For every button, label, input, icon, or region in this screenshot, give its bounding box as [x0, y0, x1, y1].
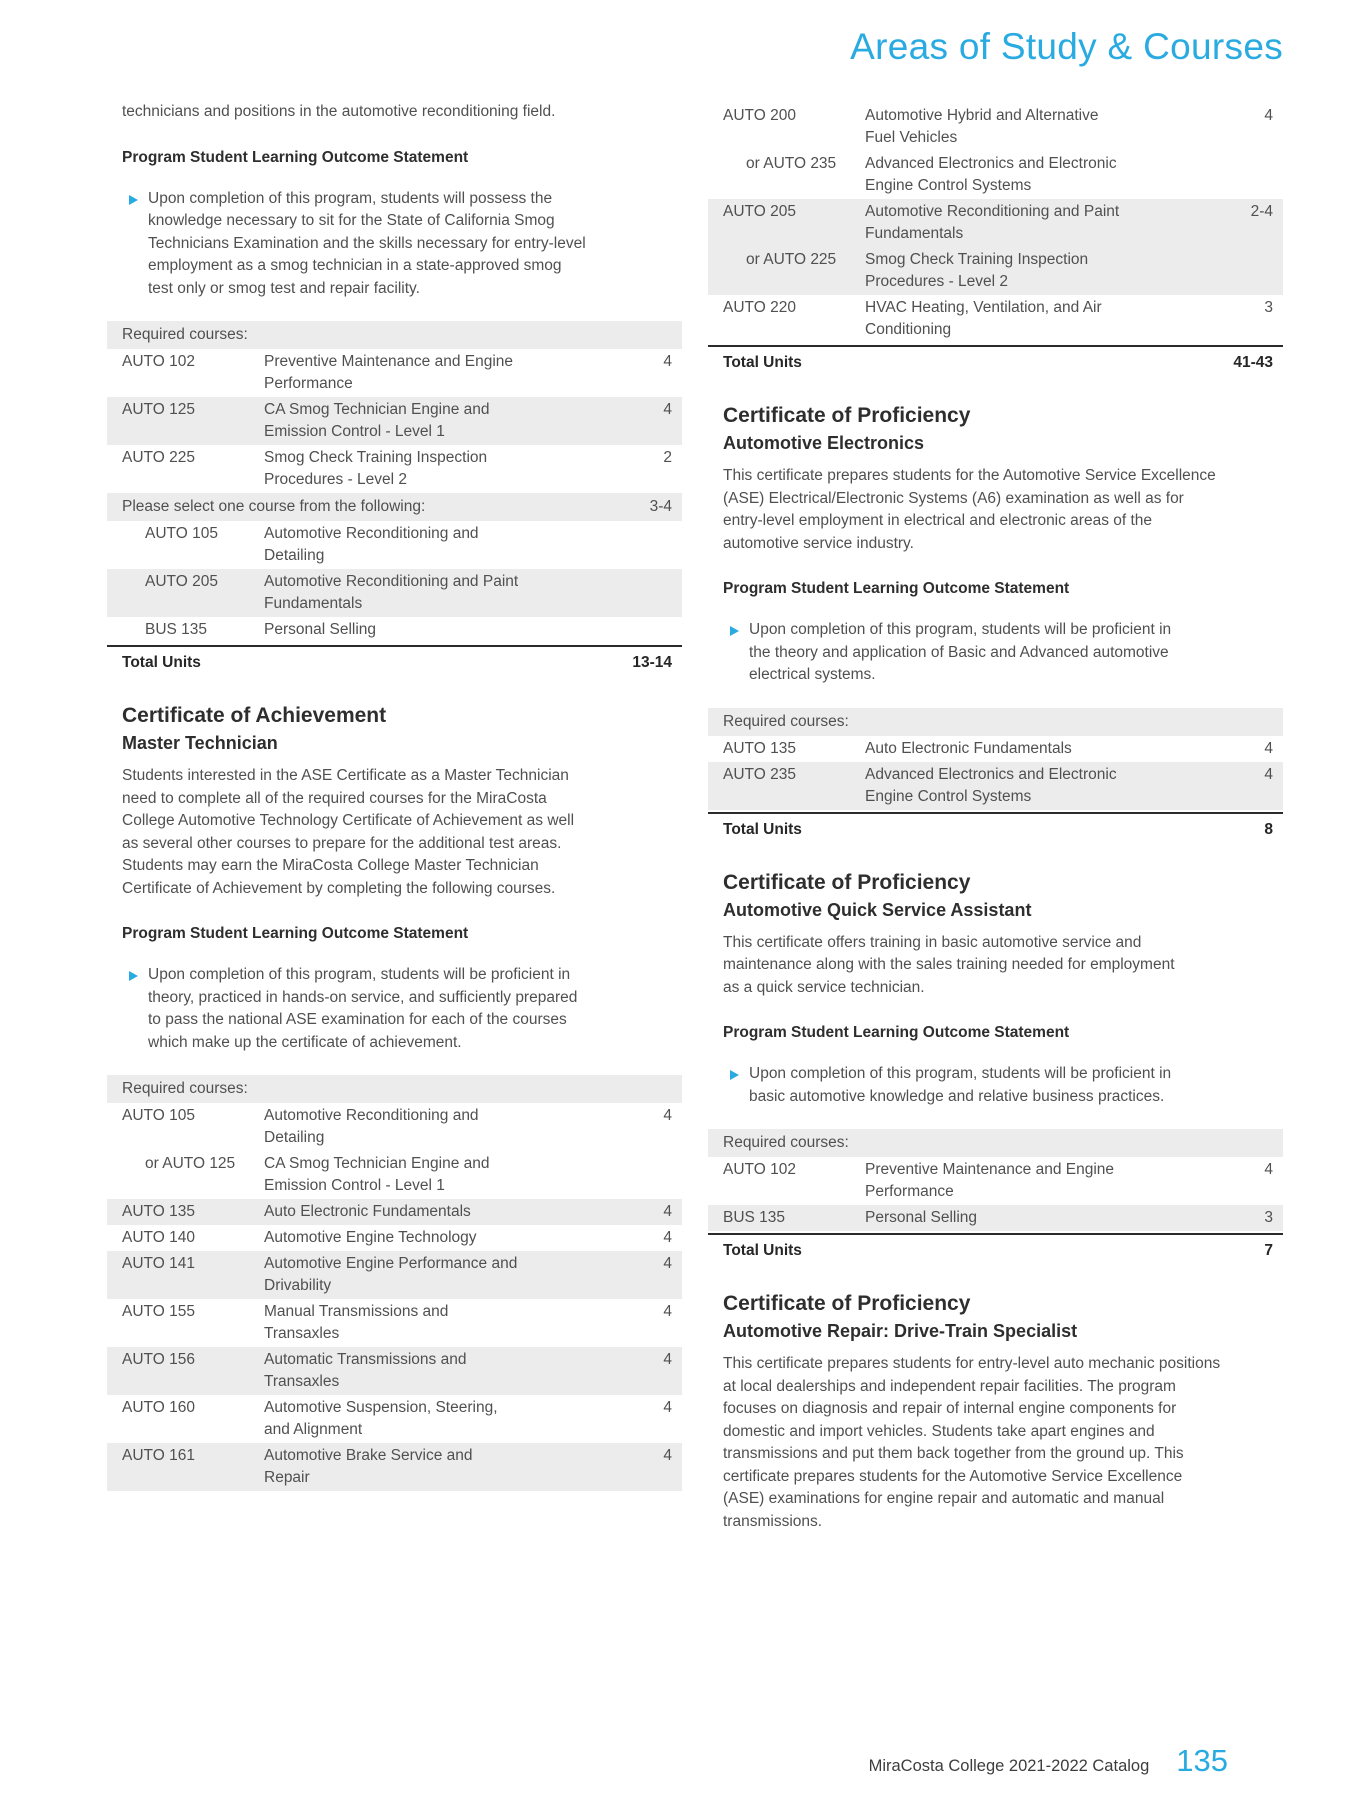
- course-code: or AUTO 125: [145, 1155, 236, 1172]
- course-code: AUTO 105: [122, 1107, 195, 1124]
- total-units-row: [107, 645, 682, 677]
- course-code: AUTO 105: [145, 525, 218, 542]
- bullet-triangle-icon: [730, 626, 739, 636]
- page-number: 135: [1176, 1743, 1228, 1778]
- course-code: AUTO 141: [122, 1255, 195, 1272]
- bullet-text: Upon completion of this program, students will be proficient in the theory and application of Basic and Advanced automotive electrical systems.: [749, 621, 1172, 683]
- course-title: Advanced Electronics and Electronic Engine Control Systems: [865, 765, 1117, 805]
- total-units-label: Total Units: [723, 354, 802, 371]
- course-units: 4: [1264, 107, 1273, 124]
- course-title: Automotive Engine Technology: [264, 1229, 477, 1246]
- pslo-heading: Program Student Learning Outcome Statement: [122, 925, 469, 942]
- table-row: [708, 762, 1283, 810]
- certificate-name-heading: Automotive Quick Service Assistant: [723, 899, 1032, 920]
- course-units: 4: [1264, 765, 1273, 783]
- table-row: [107, 1299, 682, 1347]
- course-units: 4: [1264, 1161, 1273, 1178]
- bullet-triangle-icon: [129, 195, 138, 205]
- course-code: AUTO 140: [122, 1229, 195, 1246]
- footer-catalog-text: MiraCosta College 2021-2022 Catalog: [868, 1757, 1150, 1775]
- intro-paragraph: technicians and positions in the automotive reconditioning field.: [122, 103, 556, 120]
- course-title: HVAC Heating, Ventilation, and Air Conditioning: [865, 299, 1102, 338]
- course-code: AUTO 235: [723, 765, 796, 783]
- course-code: AUTO 135: [723, 739, 796, 757]
- course-units: 3: [1264, 299, 1273, 316]
- table-row: [708, 295, 1283, 343]
- certificate-name-heading: Automotive Repair: Drive-Train Specialist: [723, 1321, 1078, 1341]
- course-title: Automotive Brake Service and Repair: [264, 1447, 473, 1486]
- course-code: AUTO 125: [122, 401, 195, 418]
- table-row: [107, 569, 682, 617]
- course-units: 4: [663, 1351, 672, 1368]
- course-title: Preventive Maintenance and Engine Performance: [264, 353, 514, 392]
- table-row: [107, 617, 682, 643]
- course-units: 4: [1264, 739, 1273, 757]
- course-title: Auto Electronic Fundamentals: [865, 739, 1072, 757]
- course-title: Automotive Reconditioning and Detailing: [264, 1107, 479, 1146]
- table-row: [107, 1347, 682, 1395]
- course-title: Auto Electronic Fundamentals: [264, 1203, 471, 1220]
- pslo-heading: Program Student Learning Outcome Statement: [723, 580, 1070, 597]
- course-code: or AUTO 225: [746, 251, 837, 268]
- certificate-description: This certificate prepares students for the Automotive Service Excellence (ASE) Electrical/Electronic Systems (A6) examination as well as for entry-level employment in electrical and electronic areas of the automotive service industry.: [723, 467, 1216, 552]
- table-row: [107, 521, 682, 569]
- course-units: 4: [663, 353, 672, 370]
- course-units: 4: [663, 1447, 672, 1464]
- table-row: [708, 1157, 1283, 1205]
- pslo-bullet-item: [730, 1063, 1283, 1108]
- select-note-row: [107, 493, 682, 521]
- bullet-text: Upon completion of this program, students will be proficient in basic automotive knowledge and relative business practices.: [749, 1065, 1172, 1105]
- table-label-row: [708, 708, 1283, 736]
- total-units-label: Total Units: [723, 1242, 802, 1259]
- page-title: Areas of Study & Courses: [850, 26, 1283, 67]
- total-units-label: Total Units: [723, 820, 802, 838]
- total-units-value: 8: [1264, 820, 1273, 838]
- table-row: [107, 349, 682, 397]
- total-units-label: Total Units: [122, 654, 201, 671]
- table-row: [708, 736, 1283, 762]
- course-code: or AUTO 235: [746, 155, 837, 172]
- course-title: Personal Selling: [865, 1209, 978, 1226]
- table-row: [708, 151, 1283, 199]
- course-code: AUTO 102: [122, 353, 195, 370]
- select-units: 3-4: [649, 498, 672, 515]
- certificate-type-heading: Certificate of Proficiency: [723, 404, 971, 427]
- course-units: 2-4: [1250, 203, 1273, 220]
- left-column: [107, 101, 682, 1491]
- course-units: 4: [663, 401, 672, 418]
- course-code: AUTO 135: [122, 1203, 195, 1220]
- course-title: Smog Check Training Inspection Procedures - Level 2: [264, 449, 488, 488]
- pslo-bullet-item: [730, 619, 1283, 687]
- required-courses-label: Required courses:: [122, 326, 248, 343]
- table-row: [708, 103, 1283, 151]
- course-code: BUS 135: [723, 1209, 786, 1226]
- pslo-bullet-item: [129, 188, 682, 301]
- course-title: Automotive Reconditioning and Paint Fundamentals: [264, 573, 519, 612]
- course-title: Manual Transmissions and Transaxles: [264, 1303, 449, 1342]
- right-column: [708, 103, 1283, 1556]
- certificate-description: This certificate offers training in basic automotive service and maintenance along with the sales training needed for employment as a quick service technician.: [723, 933, 1175, 996]
- table-label-row: [107, 321, 682, 349]
- course-table-master-technician-continued: [708, 103, 1283, 377]
- course-title: CA Smog Technician Engine and Emission Control - Level 1: [264, 1155, 490, 1194]
- course-units: 4: [663, 1399, 672, 1416]
- total-units-value: 7: [1264, 1242, 1273, 1259]
- table-row: [107, 445, 682, 493]
- table-row: [107, 1225, 682, 1251]
- course-code: AUTO 225: [122, 449, 195, 466]
- course-code: BUS 135: [145, 621, 208, 638]
- required-courses-label: Required courses:: [723, 1134, 849, 1151]
- total-units-value: 41-43: [1233, 354, 1273, 371]
- select-note: Please select one course from the following:: [122, 498, 426, 515]
- total-units-value: 13-14: [632, 654, 672, 671]
- course-title: Automatic Transmissions and Transaxles: [264, 1351, 467, 1390]
- course-code: AUTO 102: [723, 1161, 796, 1178]
- course-title: Automotive Engine Performance and Drivability: [264, 1255, 518, 1294]
- course-units: 4: [663, 1107, 672, 1124]
- course-units: 4: [663, 1303, 672, 1320]
- course-code: AUTO 161: [122, 1447, 195, 1464]
- course-code: AUTO 200: [723, 107, 796, 124]
- table-row: [107, 1251, 682, 1299]
- course-units: 4: [663, 1255, 672, 1272]
- page-footer: [869, 1743, 1228, 1779]
- course-code: AUTO 155: [122, 1303, 195, 1320]
- course-table-automotive-electronics: [708, 708, 1283, 844]
- table-label-row: [107, 1075, 682, 1103]
- course-units: 2: [663, 449, 672, 466]
- table-row: [107, 1443, 682, 1491]
- course-title: CA Smog Technician Engine and Emission Control - Level 1: [264, 401, 490, 440]
- required-courses-label: Required courses:: [122, 1080, 248, 1097]
- table-row: [107, 397, 682, 445]
- certificate-description: Students interested in the ASE Certificate as a Master Technician need to complete all of the required courses for the MiraCosta College Automotive Technology Certificate of Achievement as well as several other courses to prepare for the additional test areas. Students may earn the MiraCosta College Master Technician Certificate of Achievement by completing the following courses.: [122, 767, 575, 897]
- total-units-row: [708, 1233, 1283, 1265]
- course-code: AUTO 156: [122, 1351, 195, 1368]
- certificate-description: This certificate prepares students for entry-level auto mechanic positions at local dealerships and independent repair facilities. The program focuses on diagnosis and repair of internal engine components for domestic and import vehicles. Students take apart engines and transmissions and put them back together from the ground up. This certificate prepares students for the Automotive Service Excellence (ASE) examinations for engine repair and automatic and manual transmissions.: [723, 1355, 1221, 1530]
- course-table-master-technician: [107, 1075, 682, 1491]
- bullet-text: Upon completion of this program, students will be proficient in theory, practiced in hands-on service, and sufficiently prepared to pass the national ASE examination for each of the courses which make up the certificate of achievement.: [148, 966, 578, 1051]
- certificate-name-heading: Automotive Electronics: [723, 433, 925, 453]
- course-title: Personal Selling: [264, 621, 377, 638]
- table-row: [107, 1103, 682, 1151]
- course-title: Automotive Reconditioning and Detailing: [264, 525, 479, 564]
- course-units: 4: [663, 1229, 672, 1246]
- course-table-smog: [107, 321, 682, 677]
- course-table-quick-service: [708, 1129, 1283, 1265]
- pslo-heading: Program Student Learning Outcome Statement: [122, 148, 469, 166]
- course-title: Smog Check Training Inspection Procedures - Level 2: [865, 251, 1089, 290]
- course-units: 4: [663, 1203, 672, 1220]
- course-code: AUTO 205: [145, 573, 218, 590]
- pslo-bullet-item: [129, 964, 682, 1054]
- table-row: [708, 199, 1283, 247]
- table-label-row: [708, 1129, 1283, 1157]
- table-row: [107, 1151, 682, 1199]
- certificate-name-heading: Master Technician: [122, 733, 278, 753]
- pslo-heading: Program Student Learning Outcome Statement: [723, 1024, 1070, 1041]
- course-code: AUTO 160: [122, 1399, 195, 1416]
- course-code: AUTO 220: [723, 299, 796, 316]
- course-title: Preventive Maintenance and Engine Performance: [865, 1161, 1115, 1200]
- required-courses-label: Required courses:: [723, 712, 849, 730]
- bullet-text: Upon completion of this program, students will possess the knowledge necessary to sit for the State of California Smog Technicians Examination and the skills necessary for entry-level employment as a smog technician in a state-approved smog test only or smog test and repair facility.: [148, 189, 586, 297]
- certificate-type-heading: Certificate of Achievement: [122, 704, 387, 727]
- course-title: Automotive Reconditioning and Paint Fundamentals: [865, 203, 1120, 242]
- course-title: Advanced Electronics and Electronic Engine Control Systems: [865, 155, 1117, 194]
- certificate-type-heading: Certificate of Proficiency: [723, 1292, 971, 1315]
- table-row: [107, 1199, 682, 1225]
- total-units-row: [708, 812, 1283, 844]
- course-code: AUTO 205: [723, 203, 796, 220]
- certificate-type-heading: Certificate of Proficiency: [723, 870, 971, 894]
- table-row: [107, 1395, 682, 1443]
- bullet-triangle-icon: [129, 971, 138, 981]
- course-title: Automotive Hybrid and Alternative Fuel Vehicles: [865, 107, 1099, 146]
- total-units-row: [708, 345, 1283, 377]
- table-row: [708, 247, 1283, 295]
- course-units: 3: [1264, 1209, 1273, 1226]
- course-title: Automotive Suspension, Steering, and Alignment: [264, 1399, 498, 1438]
- bullet-triangle-icon: [730, 1070, 739, 1080]
- table-row: [708, 1205, 1283, 1231]
